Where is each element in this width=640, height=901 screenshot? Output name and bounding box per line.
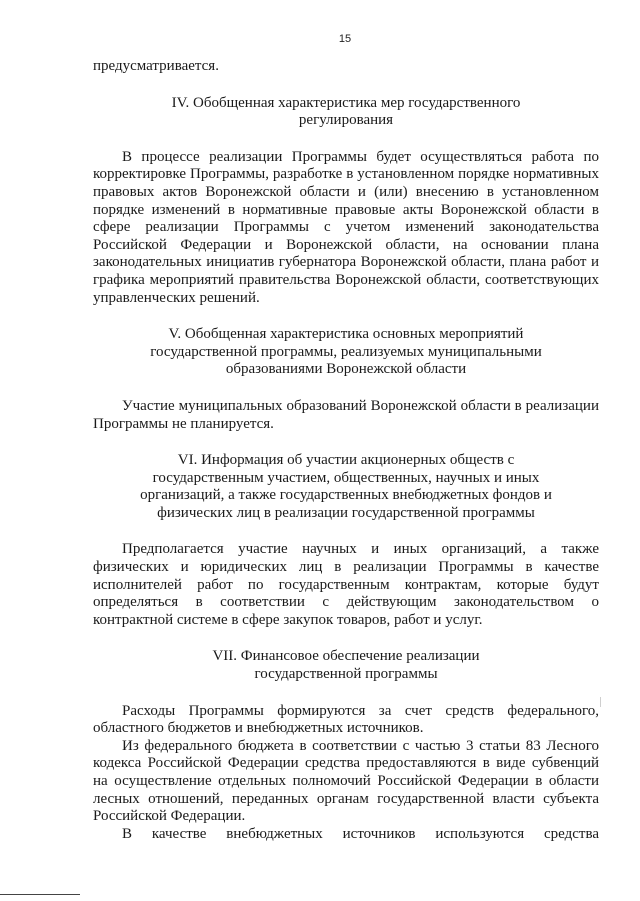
section-title-line: V. Обобщенная характеристика основных мероприятий <box>168 326 524 343</box>
section-title-line: VII. Финансовое обеспечение реализации <box>212 648 480 665</box>
section-title-line: физических лиц в реализации государственной программы <box>157 504 535 521</box>
section-title-line: государственным участием, общественных, научных и иных <box>152 469 540 486</box>
section-7-paragraph: Расходы Программы формируются за счет средств федерального, областного бюджетов и внебюджетных источников. <box>93 702 599 737</box>
document-body <box>93 58 599 843</box>
section-title-line: VI. Информация об участии акционерных обществ с <box>177 452 515 469</box>
section-title-line: государственной программы <box>254 666 438 683</box>
section-5-paragraph: Участие муниципальных образований Воронежской области в реализации Программы не планируется. <box>93 397 599 432</box>
page-number: 15 <box>338 33 352 45</box>
section-7-title <box>93 648 599 683</box>
section-6-title <box>93 452 599 522</box>
footer-rule <box>0 894 80 895</box>
section-7-paragraph: Из федерального бюджета в соответствии с частью 3 статьи 83 Лесного кодекса Российской Федерации средства предоставляются в виде субвенций на осуществление отдельных полномочий Российской Федерации в области лесных отношений, переданных органам государственной власти субъекта Российской Федерации. <box>93 737 599 825</box>
section-5-title <box>93 326 599 379</box>
section-4-paragraph: В процессе реализации Программы будет осуществляться работа по корректировке Программы, разработке в установленном порядке нормативных правовых актов Воронежской области и (или) внесению в установленном порядке изменений в нормативные правовые акты Воронежской области в сфере реализации Программы с учетом изменений законодательства Российской Федерации и Воронежской области, на основании плана законодательных инициатив губернатора Воронежской области, плана работ и графика мероприятий правительства Воронежской области, соответствующих управленческих решений. <box>93 148 599 306</box>
section-6-paragraph: Предполагается участие научных и иных организаций, а также физических и юридических лиц в реализации Программы в качестве исполнителей работ по государственным контрактам, которые будут определяться в соответствии с действующим законодательством о контрактной системе в сфере закупок товаров, работ и услуг. <box>93 541 599 628</box>
section-4-title <box>93 95 599 130</box>
section-title-line: государственной программы, реализуемых муниципальными <box>150 343 542 360</box>
section-title-line: IV. Обобщенная характеристика мер государственного <box>171 94 521 111</box>
section-title-line: организаций, а также государственных внебюджетных фондов и <box>140 487 552 504</box>
section-title-line: образованиями Воронежской области <box>225 361 467 378</box>
continuation-line: предусматривается. <box>93 58 219 74</box>
scan-margin-mark <box>600 697 601 707</box>
section-7-paragraph: В качестве внебюджетных источников используются средства <box>122 825 599 842</box>
section-title-line: регулирования <box>298 112 394 129</box>
